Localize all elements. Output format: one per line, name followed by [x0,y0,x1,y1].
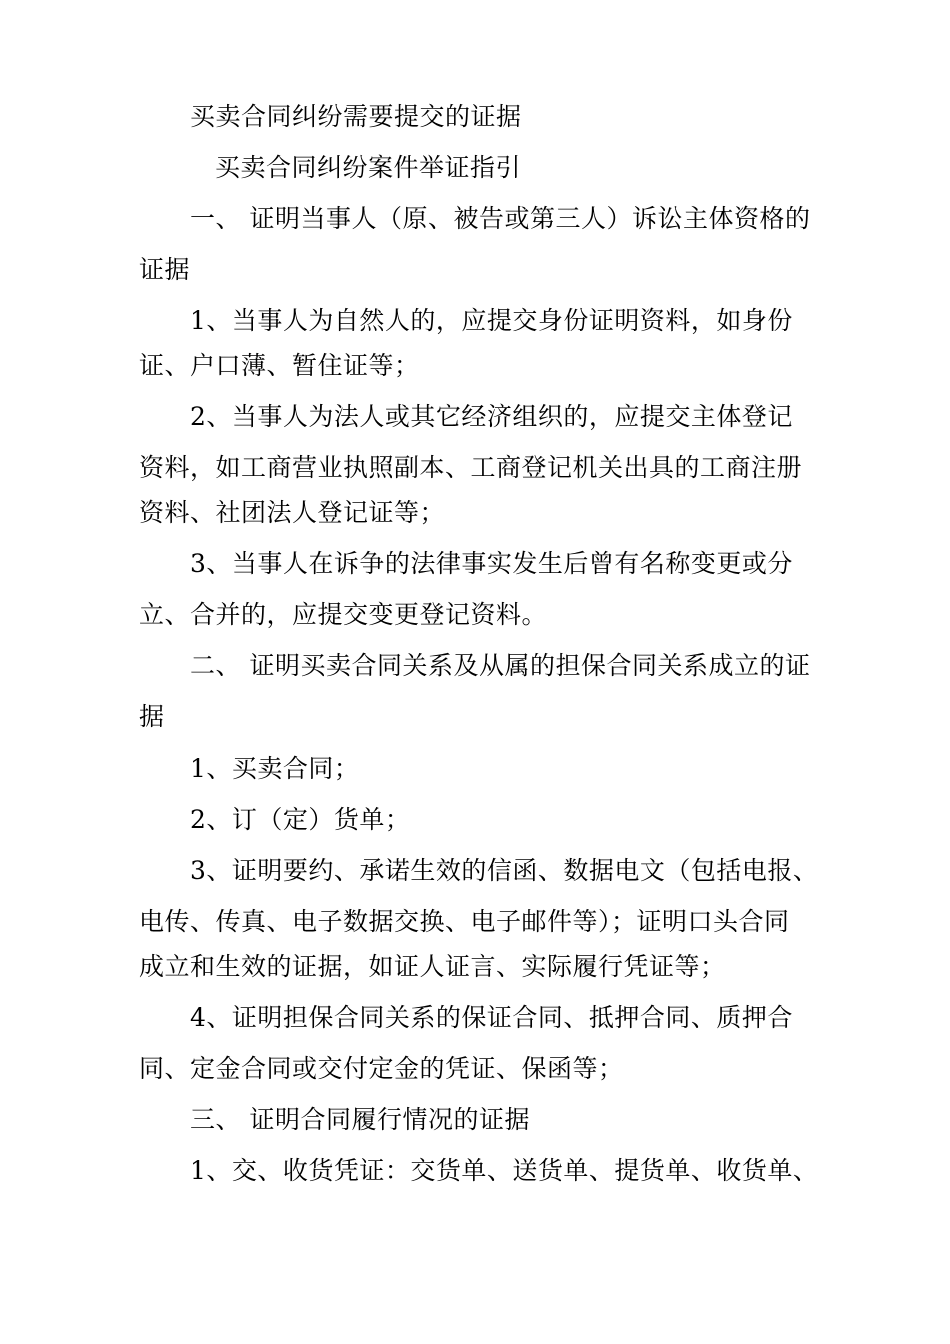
paragraph-line: 立、合并的，应提交变更登记资料。 [139,600,548,629]
paragraph-line: 电传、传真、电子数据交换、电子邮件等）；证明口头合同 [139,907,790,936]
document-subtitle: 买卖合同纠纷案件举证指引 [215,153,522,182]
paragraph-line: 资料，如工商营业执照副本、工商登记机关出具的工商注册 [139,453,803,482]
paragraph-line: 据 [139,702,165,731]
paragraph-line: 1、当事人为自然人的，应提交身份证明资料，如身份 [190,306,793,335]
section-heading-3: 三、 证明合同履行情况的证据 [190,1105,530,1134]
paragraph-line: 成立和生效的证据，如证人证言、实际履行凭证等； [139,952,726,981]
section-heading-2: 二、 证明买卖合同关系及从属的担保合同关系成立的证 [190,651,811,680]
section-heading-1: 一、 证明当事人（原、被告或第三人）诉讼主体资格的 [190,204,811,233]
paragraph-line: 资料、社团法人登记证等； [139,498,446,527]
document-title: 买卖合同纠纷需要提交的证据 [190,102,522,131]
list-item: 1、买卖合同； [190,754,360,783]
paragraph-line: 3、当事人在诉争的法律事实发生后曾有名称变更或分 [190,549,793,578]
list-item: 2、订（定）货单； [190,805,411,834]
paragraph-line: 证、户口薄、暂住证等； [139,351,420,380]
paragraph-line: 4、证明担保合同关系的保证合同、抵押合同、质押合 [190,1003,793,1032]
paragraph-line: 1、交、收货凭证：交货单、送货单、提货单、收货单、 [190,1156,819,1185]
paragraph-line: 2、当事人为法人或其它经济组织的，应提交主体登记 [190,402,793,431]
paragraph-line: 同、定金合同或交付定金的凭证、保函等； [139,1054,624,1083]
paragraph-line: 证据 [139,255,191,284]
paragraph-line: 3、证明要约、承诺生效的信函、数据电文（包括电报、 [190,856,819,885]
